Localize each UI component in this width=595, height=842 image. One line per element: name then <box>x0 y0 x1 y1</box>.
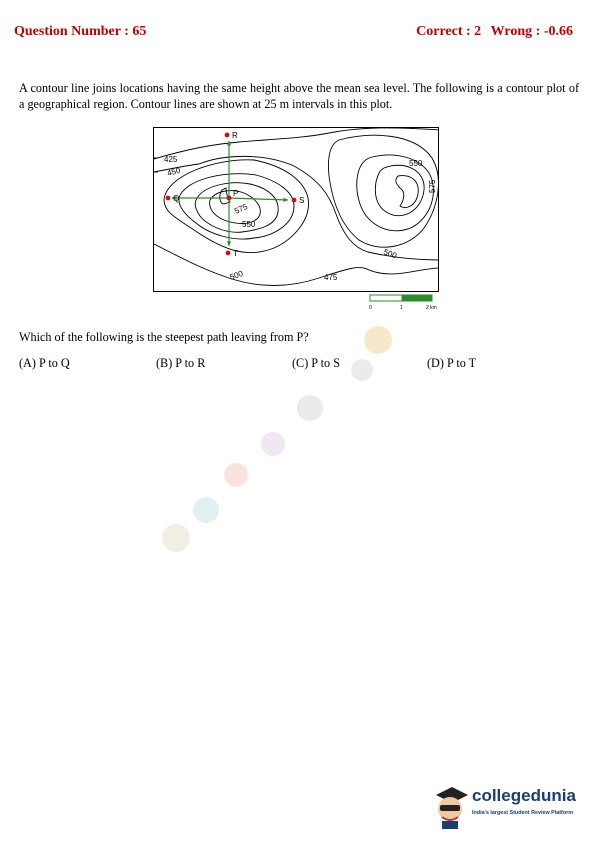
option-b[interactable]: (B) P to R <box>156 356 206 370</box>
contour-label-500-right: 500 <box>382 247 398 261</box>
point-q-label: Q <box>173 194 180 203</box>
map-scale-bar <box>368 294 438 320</box>
question-paragraph: A contour line joins locations having the same height above the mean sea level. The following is a contour plot of a geographical region. Contour lines are shown at 25 m intervals in this plot. <box>19 81 579 111</box>
point-p-marker <box>227 196 232 201</box>
seal-icon <box>261 432 285 456</box>
seal-icon <box>297 395 323 421</box>
question-stem: Which of the following is the steepest path leaving from P? <box>19 330 309 344</box>
option-c[interactable]: (C) P to S <box>292 356 340 370</box>
contour-line <box>328 135 438 247</box>
seal-icon <box>162 524 190 552</box>
seal-icon <box>224 463 248 487</box>
wrong-marks: Wrong : -0.66 <box>490 24 573 39</box>
point-t-label: T <box>233 249 238 258</box>
point-r-label: R <box>232 131 238 140</box>
scale-label-0: 0 <box>369 305 372 311</box>
point-s-label: S <box>299 196 305 205</box>
contour-line <box>154 156 439 260</box>
contour-line <box>396 176 418 208</box>
contour-label-575-center: 575 <box>233 202 249 216</box>
point-p-label: P <box>233 189 239 198</box>
arrow-p-to-s-head <box>283 198 288 202</box>
option-d[interactable]: (D) P to T <box>427 356 477 370</box>
seal-icon <box>364 326 392 354</box>
contour-map <box>153 127 439 292</box>
marks-info <box>410 24 573 40</box>
arrow-p-to-t-head <box>227 241 231 246</box>
point-t-marker <box>226 251 231 256</box>
contour-label-575-right: 575 <box>428 179 437 193</box>
point-q-marker <box>166 196 171 201</box>
contour-label-475: 475 <box>324 273 338 282</box>
correct-marks: Correct : 2 <box>416 24 482 39</box>
scale-label-2km: 2 km <box>426 305 437 311</box>
mascot-icon <box>430 783 470 829</box>
arrow-p-to-s <box>229 198 288 200</box>
seal-icon <box>193 497 219 523</box>
question-number: Question Number : 65 <box>14 24 147 39</box>
option-a[interactable]: (A) P to Q <box>19 356 70 370</box>
brand-tagline: India's largest Student Review Platform <box>472 810 574 816</box>
contour-label-500-bottom: 500 <box>228 268 245 282</box>
watermark-seals <box>150 320 420 570</box>
point-s-marker <box>292 198 297 203</box>
collegedunia-logo <box>430 783 580 829</box>
point-r-marker <box>225 133 230 138</box>
contour-label-550-center: 550 <box>242 220 256 229</box>
contour-label-450: 450 <box>166 165 182 178</box>
scale-label-1: 1 <box>400 305 403 311</box>
brand-name: collegedunia <box>472 786 576 805</box>
contour-line <box>154 244 439 286</box>
seal-icon <box>351 359 373 381</box>
contour-plot <box>154 128 439 292</box>
contour-line <box>154 128 439 159</box>
contour-line <box>375 165 424 215</box>
contour-label-425: 425 <box>164 155 178 164</box>
contour-label-550-right: 550 <box>409 159 423 168</box>
